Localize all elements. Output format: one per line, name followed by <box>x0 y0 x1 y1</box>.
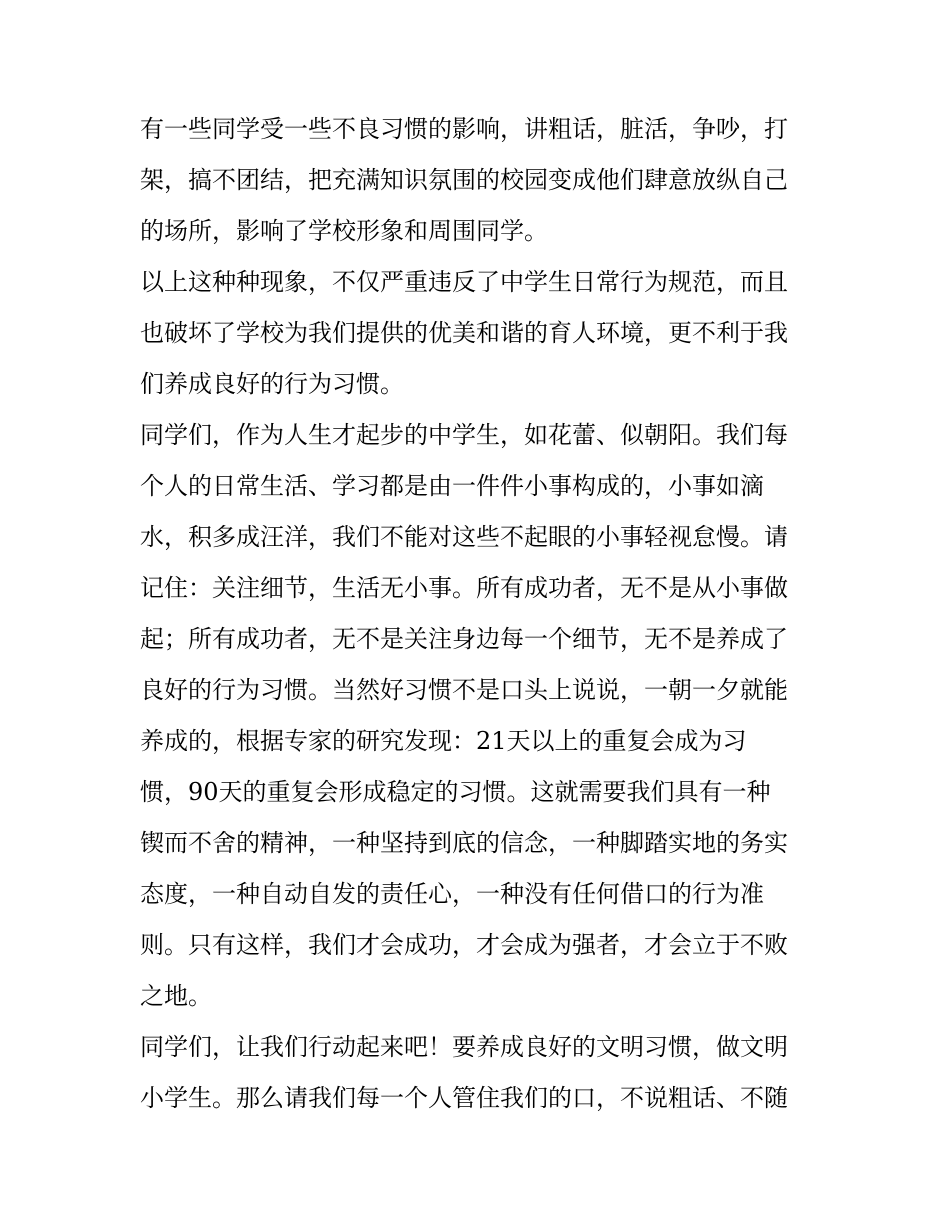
text-line: 架，搞不团结，把充满知识氛围的校园变成他们肆意放纵自己 <box>140 166 788 194</box>
paragraph-4 <box>140 1022 840 1124</box>
text-line: 锲而不舍的精神，一种坚持到底的信念，一种脚踏实地的务实 <box>140 829 788 857</box>
text-line: 们养成良好的行为习惯。 <box>140 370 404 398</box>
paragraph-2 <box>140 257 840 410</box>
text-line: 也破坏了学校为我们提供的优美和谐的育人环境，更不利于我 <box>140 319 788 347</box>
text-line: 之地。 <box>140 982 212 1010</box>
text-line: 起；所有成功者，无不是关注身边每一个细节，无不是养成了 <box>140 625 788 653</box>
text-line: 则。只有这样，我们才会成功，才会成为强者，才会立于不败 <box>140 931 788 959</box>
text-line: 水，积多成汪洋，我们不能对这些不起眼的小事轻视怠慢。请 <box>140 523 788 551</box>
paragraph-1 <box>140 104 840 257</box>
paragraph-3 <box>140 410 840 1022</box>
text-line: 个人的日常生活、学习都是由一件件小事构成的，小事如滴 <box>140 472 764 500</box>
text-line: 记住：关注细节，生活无小事。所有成功者，无不是从小事做 <box>140 574 788 602</box>
text-line: 惯，90天的重复会形成稳定的习惯。这就需要我们具有一种 <box>140 778 771 806</box>
text-line: 小学生。那么请我们每一个人管住我们的口，不说粗话、不随 <box>140 1084 788 1112</box>
text-line: 有一些同学受一些不良习惯的影响，讲粗话，脏活，争吵，打 <box>140 115 788 143</box>
text-line: 态度，一种自动自发的责任心，一种没有任何借口的行为准 <box>140 880 764 908</box>
text-line: 的场所，影响了学校形象和周围同学。 <box>140 217 548 245</box>
text-line: 以上这种种现象，不仅严重违反了中学生日常行为规范，而且 <box>140 268 788 296</box>
document-body <box>140 104 840 1124</box>
text-line: 同学们，作为人生才起步的中学生，如花蕾、似朝阳。我们每 <box>140 421 788 449</box>
text-line: 良好的行为习惯。当然好习惯不是口头上说说，一朝一夕就能 <box>140 676 788 704</box>
text-line: 养成的，根据专家的研究发现：21天以上的重复会成为习 <box>140 727 747 755</box>
text-line: 同学们，让我们行动起来吧！要养成良好的文明习惯，做文明 <box>140 1033 788 1061</box>
